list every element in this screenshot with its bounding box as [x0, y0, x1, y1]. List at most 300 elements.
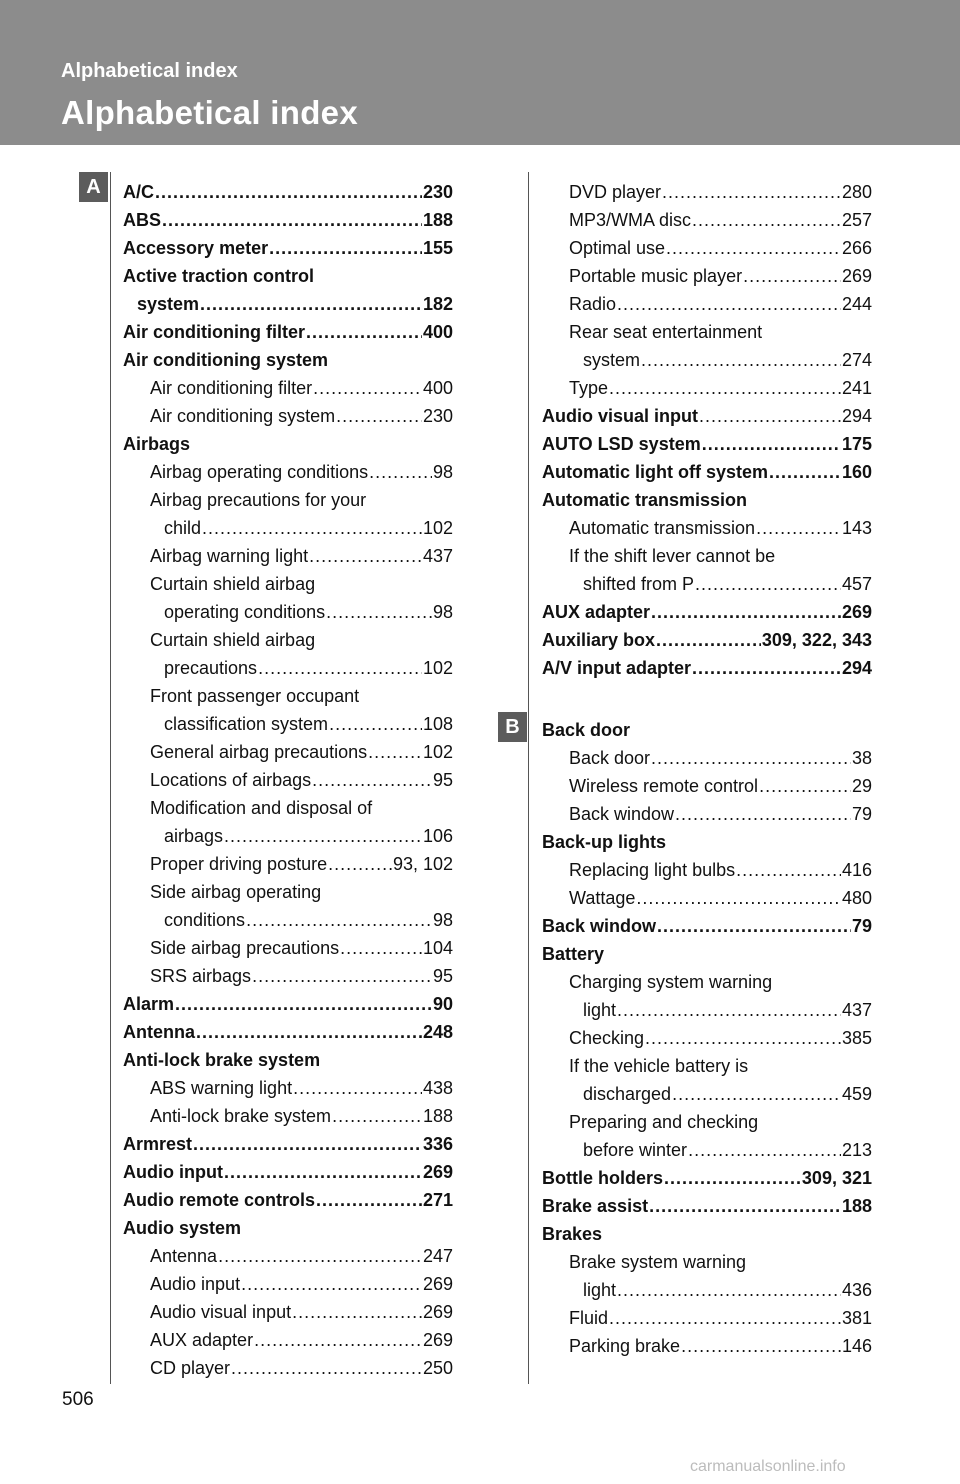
dot-leader — [162, 206, 422, 234]
entry-text: Locations of airbags — [150, 770, 312, 790]
dot-leader — [293, 1074, 422, 1102]
dot-leader — [369, 458, 432, 486]
entry-text: Audio remote controls — [123, 1190, 316, 1210]
index-entry — [542, 318, 872, 346]
watermark: carmanualsonline.info — [690, 1458, 846, 1475]
entry-text: Active traction control — [123, 266, 315, 286]
page-reference: 381 — [841, 1308, 872, 1328]
entry-text: Anti-lock brake system — [123, 1050, 321, 1070]
page-reference: 248 — [422, 1022, 453, 1042]
index-entry — [123, 598, 453, 626]
entry-text: MP3/WMA disc — [569, 210, 692, 230]
dot-leader — [756, 514, 841, 542]
section-title: Alphabetical index — [61, 60, 238, 82]
index-entry — [542, 772, 872, 800]
index-entry — [542, 1276, 872, 1304]
entry-text: Wattage — [569, 888, 636, 908]
dot-leader — [641, 346, 841, 374]
index-entry — [123, 794, 453, 822]
dot-leader — [336, 402, 422, 430]
entry-text: light — [583, 1000, 617, 1020]
entry-text: Front passenger occupant — [150, 686, 360, 706]
page-number: 506 — [62, 1389, 94, 1410]
page-reference: 400 — [422, 322, 453, 342]
entry-text: Curtain shield airbag — [150, 630, 316, 650]
dot-leader — [609, 1304, 841, 1332]
entry-text: Optimal use — [569, 238, 666, 258]
page-reference: 95 — [432, 770, 453, 790]
index-group-a — [542, 178, 872, 682]
index-entry — [123, 458, 453, 486]
page-reference: 160 — [841, 462, 872, 482]
index-column-right — [542, 178, 872, 1360]
entry-text: Back window — [569, 804, 675, 824]
entry-text: AUTO LSD system — [542, 434, 701, 454]
index-entry — [123, 934, 453, 962]
index-entry — [542, 968, 872, 996]
page-reference: 269 — [422, 1302, 453, 1322]
index-entry — [542, 1220, 872, 1248]
page-reference: 29 — [851, 776, 872, 796]
entry-text: Air conditioning filter — [150, 378, 313, 398]
page-reference: 247 — [422, 1246, 453, 1266]
entry-text: Air conditioning system — [150, 406, 336, 426]
entry-text: Proper driving posture — [150, 854, 328, 874]
entry-text: Armrest — [123, 1134, 193, 1154]
index-entry — [123, 1046, 453, 1074]
index-entry — [123, 402, 453, 430]
entry-text: precautions — [164, 658, 258, 678]
index-entry — [542, 542, 872, 570]
index-entry — [542, 884, 872, 912]
entry-text: light — [583, 1280, 617, 1300]
index-entry — [123, 1186, 453, 1214]
dot-leader — [252, 962, 432, 990]
page-reference: 175 — [841, 434, 872, 454]
index-entry — [123, 710, 453, 738]
entry-text: A/C — [123, 182, 154, 202]
dot-leader — [702, 430, 841, 458]
page-reference: 250 — [422, 1358, 453, 1378]
page-reference: 90 — [432, 994, 453, 1014]
index-entry — [542, 206, 872, 234]
index-entry — [123, 318, 453, 346]
entry-text: Parking brake — [569, 1336, 681, 1356]
dot-leader — [224, 822, 422, 850]
entry-text: Brakes — [542, 1224, 603, 1244]
page-reference: 266 — [841, 238, 872, 258]
page-reference: 438 — [422, 1078, 453, 1098]
section-tab-b: B — [498, 712, 527, 742]
index-entry — [123, 878, 453, 906]
entry-text: Airbags — [123, 434, 191, 454]
dot-leader — [224, 1158, 422, 1186]
dot-leader — [193, 1130, 422, 1158]
index-entry — [123, 206, 453, 234]
page-reference: 416 — [841, 860, 872, 880]
entry-text: Airbag warning light — [150, 546, 309, 566]
dot-leader — [664, 1164, 801, 1192]
dot-leader — [368, 738, 422, 766]
page-reference: 457 — [841, 574, 872, 594]
page-reference: 280 — [841, 182, 872, 202]
page-reference: 146 — [841, 1336, 872, 1356]
page-reference: 106 — [422, 826, 453, 846]
entry-text: If the shift lever cannot be — [569, 546, 776, 566]
index-entry — [123, 262, 453, 290]
page-reference: 274 — [841, 350, 872, 370]
entry-text: Audio visual input — [150, 1302, 292, 1322]
section-tab-a: A — [79, 172, 108, 202]
entry-text: system — [583, 350, 641, 370]
entry-text: Type — [569, 378, 609, 398]
entry-text: Side airbag precautions — [150, 938, 340, 958]
dot-leader — [743, 262, 841, 290]
entry-text: Automatic transmission — [542, 490, 748, 510]
entry-text: conditions — [164, 910, 246, 930]
dot-leader — [649, 1192, 841, 1220]
index-entry — [123, 1242, 453, 1270]
dot-leader — [692, 654, 841, 682]
dot-leader — [316, 1186, 422, 1214]
page-reference: 271 — [422, 1190, 453, 1210]
page-reference: 102 — [422, 658, 453, 678]
page-reference: 108 — [422, 714, 453, 734]
page-title: Alphabetical index — [61, 94, 358, 131]
index-entry — [123, 962, 453, 990]
index-entry — [542, 744, 872, 772]
page-reference: 93, 102 — [392, 854, 453, 874]
entry-text: Battery — [542, 944, 605, 964]
dot-leader — [656, 626, 761, 654]
entry-text: Anti-lock brake system — [150, 1106, 332, 1126]
index-entry — [542, 1332, 872, 1360]
entry-text: AUX adapter — [542, 602, 651, 622]
page-reference: 79 — [851, 916, 872, 936]
page-reference: 38 — [851, 748, 872, 768]
index-entry — [123, 990, 453, 1018]
page-reference: 385 — [841, 1028, 872, 1048]
index-entry — [123, 346, 453, 374]
page-reference: 182 — [422, 294, 453, 314]
index-entry — [123, 1130, 453, 1158]
page-reference: 188 — [841, 1196, 872, 1216]
index-entry — [123, 738, 453, 766]
page-reference: 102 — [422, 742, 453, 762]
dot-leader — [759, 772, 851, 800]
index-entry — [123, 1074, 453, 1102]
entry-text: DVD player — [569, 182, 662, 202]
entry-text: Back door — [542, 720, 631, 740]
dot-leader — [306, 318, 422, 346]
entry-text: shifted from P — [583, 574, 695, 594]
dot-leader — [617, 996, 841, 1024]
entry-text: Checking — [569, 1028, 645, 1048]
index-entry — [123, 626, 453, 654]
index-entry — [542, 828, 872, 856]
entry-text: Airbag precautions for your — [150, 490, 367, 510]
index-entry — [542, 598, 872, 626]
index-entry — [542, 1192, 872, 1220]
index-entry — [542, 234, 872, 262]
index-entry — [542, 402, 872, 430]
index-entry — [542, 716, 872, 744]
dot-leader — [196, 1018, 422, 1046]
entry-text: Audio system — [123, 1218, 242, 1238]
index-entry — [542, 940, 872, 968]
dot-leader — [312, 766, 432, 794]
page-reference: 98 — [432, 462, 453, 482]
page-reference: 294 — [841, 658, 872, 678]
index-entry — [542, 1136, 872, 1164]
dot-leader — [175, 990, 432, 1018]
page-reference: 336 — [422, 1134, 453, 1154]
entry-text: Accessory meter — [123, 238, 269, 258]
entry-text: Audio visual input — [542, 406, 698, 426]
index-entry — [123, 178, 453, 206]
entry-text: Radio — [569, 294, 617, 314]
page-reference: 104 — [422, 938, 453, 958]
entry-text: system — [137, 294, 200, 314]
index-entry — [123, 850, 453, 878]
page-reference: 309, 321 — [801, 1168, 872, 1188]
dot-leader — [202, 514, 422, 542]
dot-leader — [218, 1242, 422, 1270]
dot-leader — [645, 1024, 841, 1052]
entry-text: Rear seat entertainment — [569, 322, 763, 342]
entry-text: Curtain shield airbag — [150, 574, 316, 594]
page-reference: 269 — [422, 1330, 453, 1350]
page-header — [0, 0, 960, 145]
entry-text: classification system — [164, 714, 329, 734]
index-entry — [123, 542, 453, 570]
dot-leader — [681, 1332, 841, 1360]
index-entry — [542, 1024, 872, 1052]
index-column-left — [123, 178, 453, 1382]
dot-leader — [200, 290, 422, 318]
entry-text: Fluid — [569, 1308, 609, 1328]
index-entry — [123, 486, 453, 514]
dot-leader — [657, 912, 851, 940]
page-reference: 400 — [422, 378, 453, 398]
page-reference: 241 — [841, 378, 872, 398]
dot-leader — [672, 1080, 841, 1108]
index-entry — [542, 374, 872, 402]
index-group-b — [542, 716, 872, 1360]
page-reference: 230 — [422, 406, 453, 426]
index-entry — [123, 1298, 453, 1326]
entry-text: Automatic transmission — [569, 518, 756, 538]
entry-text: Automatic light off system — [542, 462, 769, 482]
entry-text: Preparing and checking — [569, 1112, 759, 1132]
index-entry — [123, 654, 453, 682]
dot-leader — [666, 234, 841, 262]
entry-text: Charging system warning — [569, 972, 773, 992]
index-entry — [123, 374, 453, 402]
entry-text: A/V input adapter — [542, 658, 692, 678]
page-reference: 188 — [422, 210, 453, 230]
dot-leader — [340, 934, 422, 962]
page-reference: 436 — [841, 1280, 872, 1300]
entry-text: Air conditioning system — [123, 350, 329, 370]
entry-text: SRS airbags — [150, 966, 252, 986]
dot-leader — [688, 1136, 841, 1164]
dot-leader — [309, 542, 422, 570]
page-reference: 79 — [851, 804, 872, 824]
page-reference: 269 — [841, 602, 872, 622]
page-reference: 230 — [422, 182, 453, 202]
page-reference: 95 — [432, 966, 453, 986]
index-entry — [123, 1102, 453, 1130]
entry-text: Bottle holders — [542, 1168, 664, 1188]
dot-leader — [326, 598, 432, 626]
page-reference: 102 — [422, 518, 453, 538]
dot-leader — [155, 178, 422, 206]
entry-text: Brake assist — [542, 1196, 649, 1216]
index-entry — [542, 1304, 872, 1332]
index-entry — [542, 486, 872, 514]
dot-leader — [241, 1270, 422, 1298]
entry-text: Brake system warning — [569, 1252, 747, 1272]
dot-leader — [269, 234, 422, 262]
dot-leader — [617, 1276, 841, 1304]
page-reference: 437 — [841, 1000, 872, 1020]
entry-text: If the vehicle battery is — [569, 1056, 749, 1076]
entry-text: before winter — [583, 1140, 688, 1160]
entry-text: operating conditions — [164, 602, 326, 622]
index-entry — [542, 570, 872, 598]
index-entry — [542, 1080, 872, 1108]
dot-leader — [675, 800, 851, 828]
index-entry — [123, 1214, 453, 1242]
index-entry — [542, 996, 872, 1024]
column-divider-left — [110, 172, 111, 1384]
entry-text: Back window — [542, 916, 657, 936]
index-entry — [123, 1018, 453, 1046]
entry-text: General airbag precautions — [150, 742, 368, 762]
page-reference: 269 — [422, 1162, 453, 1182]
index-entry — [542, 262, 872, 290]
page-reference: 437 — [422, 546, 453, 566]
dot-leader — [692, 206, 841, 234]
section-gap — [542, 682, 872, 716]
entry-text: Modification and disposal of — [150, 798, 373, 818]
index-entry — [542, 178, 872, 206]
index-entry — [123, 1270, 453, 1298]
index-entry — [123, 430, 453, 458]
index-entry — [123, 682, 453, 710]
entry-text: CD player — [150, 1358, 231, 1378]
page-reference: 269 — [841, 266, 872, 286]
dot-leader — [699, 402, 841, 430]
entry-text: airbags — [164, 826, 224, 846]
dot-leader — [651, 744, 851, 772]
dot-leader — [769, 458, 841, 486]
page-reference: 244 — [841, 294, 872, 314]
page-reference: 188 — [422, 1106, 453, 1126]
entry-text: Auxiliary box — [542, 630, 656, 650]
index-entry — [542, 626, 872, 654]
entry-text: Antenna — [150, 1246, 218, 1266]
entry-text: child — [164, 518, 202, 538]
page-reference: 155 — [422, 238, 453, 258]
entry-text: Back-up lights — [542, 832, 667, 852]
dot-leader — [736, 856, 841, 884]
index-entry — [542, 1164, 872, 1192]
page-reference: 98 — [432, 910, 453, 930]
entry-text: discharged — [583, 1084, 672, 1104]
dot-leader — [258, 654, 422, 682]
index-entry — [542, 290, 872, 318]
dot-leader — [328, 850, 392, 878]
index-entry — [123, 1326, 453, 1354]
index-entry — [542, 654, 872, 682]
entry-text: Air conditioning filter — [123, 322, 305, 342]
index-entry — [542, 1248, 872, 1276]
dot-leader — [651, 598, 841, 626]
dot-leader — [246, 906, 432, 934]
entry-text: AUX adapter — [150, 1330, 254, 1350]
page-reference: 143 — [841, 518, 872, 538]
page-reference: 257 — [841, 210, 872, 230]
index-entry — [542, 912, 872, 940]
index-entry — [542, 800, 872, 828]
page-reference: 98 — [432, 602, 453, 622]
entry-text: Audio input — [150, 1274, 241, 1294]
page-reference: 459 — [841, 1084, 872, 1104]
index-entry — [123, 1354, 453, 1382]
index-entry — [542, 430, 872, 458]
entry-text: Back door — [569, 748, 651, 768]
index-entry — [123, 570, 453, 598]
dot-leader — [231, 1354, 422, 1382]
column-divider-middle — [528, 172, 529, 1384]
page-reference: 309, 322, 343 — [761, 630, 872, 650]
index-entry — [542, 514, 872, 542]
entry-text: Portable music player — [569, 266, 743, 286]
index-entry — [542, 1108, 872, 1136]
index-entry — [123, 1158, 453, 1186]
page-reference: 269 — [422, 1274, 453, 1294]
dot-leader — [636, 884, 841, 912]
dot-leader — [313, 374, 422, 402]
entry-text: Airbag operating conditions — [150, 462, 369, 482]
dot-leader — [292, 1298, 422, 1326]
page-reference: 480 — [841, 888, 872, 908]
entry-text: Replacing light bulbs — [569, 860, 736, 880]
index-entry — [542, 1052, 872, 1080]
page-reference: 213 — [841, 1140, 872, 1160]
index-entry — [542, 458, 872, 486]
entry-text: Audio input — [123, 1162, 223, 1182]
entry-text: Wireless remote control — [569, 776, 759, 796]
index-entry — [123, 234, 453, 262]
dot-leader — [609, 374, 841, 402]
entry-text: Antenna — [123, 1022, 195, 1042]
entry-text: Side airbag operating — [150, 882, 322, 902]
entry-text: Alarm — [123, 994, 175, 1014]
index-entry — [123, 906, 453, 934]
entry-text: ABS — [123, 210, 162, 230]
dot-leader — [617, 290, 841, 318]
index-entry — [123, 822, 453, 850]
page-reference: 294 — [841, 406, 872, 426]
index-entry — [123, 290, 453, 318]
index-entry — [123, 514, 453, 542]
dot-leader — [329, 710, 422, 738]
index-entry — [542, 856, 872, 884]
dot-leader — [662, 178, 841, 206]
